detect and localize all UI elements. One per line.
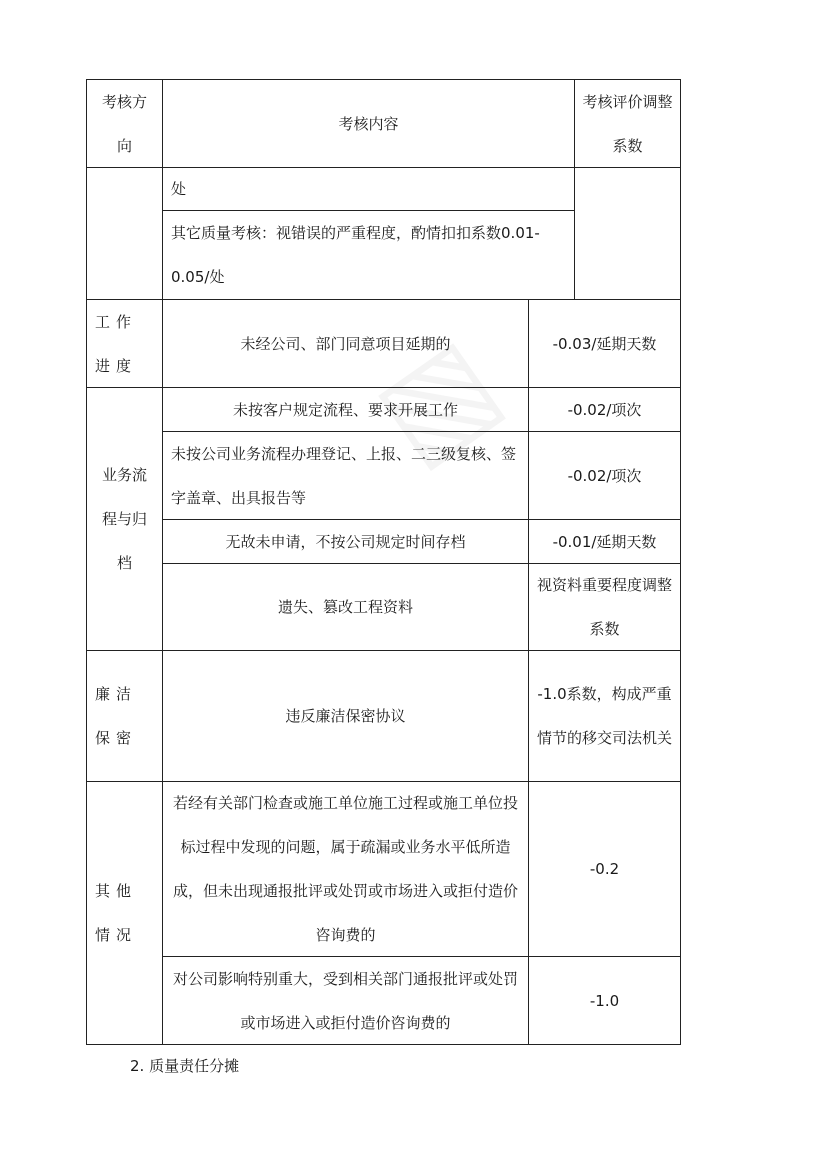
header-direction: 考核方向 bbox=[86, 79, 163, 168]
header-content: 考核内容 bbox=[162, 79, 575, 168]
quality-coefficient-cell bbox=[574, 167, 681, 300]
progress-content: 未经公司、部门同意项目延期的 bbox=[162, 299, 529, 388]
quality-content-line2: 其它质量考核：视错误的严重程度，酌情扣扣系数0.01-0.05/处 bbox=[162, 210, 575, 300]
process-row-4-content: 遗失、篡改工程资料 bbox=[162, 563, 529, 651]
integrity-content: 违反廉洁保密协议 bbox=[162, 650, 529, 782]
process-row-3-content: 无故未申请，不按公司规定时间存档 bbox=[162, 519, 529, 564]
header-coefficient: 考核评价调整系数 bbox=[574, 79, 681, 168]
process-row-2-coefficient: -0.02/项次 bbox=[528, 431, 681, 520]
integrity-direction: 廉洁保密 bbox=[86, 650, 163, 782]
process-row-3-coefficient: -0.01/延期天数 bbox=[528, 519, 681, 564]
other-row-1-content: 若经有关部门检查或施工单位施工过程或施工单位投标过程中发现的问题，属于疏漏或业务水平低所造成，但未出现通报批评或处罚或市场进入或拒付造价咨询费的 bbox=[162, 781, 529, 957]
progress-coefficient: -0.03/延期天数 bbox=[528, 299, 681, 388]
section-heading: 2. 质量责任分摊 bbox=[130, 1057, 240, 1075]
quality-content-line1: 处 bbox=[162, 167, 575, 211]
process-row-1-coefficient: -0.02/项次 bbox=[528, 387, 681, 432]
other-row-2-content: 对公司影响特别重大，受到相关部门通报批评或处罚或市场进入或拒付造价咨询费的 bbox=[162, 956, 529, 1045]
progress-direction: 工作进度 bbox=[86, 299, 163, 388]
process-direction: 业务流程与归档 bbox=[86, 387, 163, 651]
process-row-2-content: 未按公司业务流程办理登记、上报、二三级复核、签字盖章、出具报告等 bbox=[162, 431, 529, 520]
process-row-1-content: 未按客户规定流程、要求开展工作 bbox=[162, 387, 529, 432]
process-row-4-coefficient: 视资料重要程度调整系数 bbox=[528, 563, 681, 651]
quality-direction-cell bbox=[86, 167, 163, 300]
other-direction: 其他情况 bbox=[86, 781, 163, 1045]
integrity-coefficient: -1.0系数，构成严重情节的移交司法机关 bbox=[528, 650, 681, 782]
other-row-2-coefficient: -1.0 bbox=[528, 956, 681, 1045]
other-row-1-coefficient: -0.2 bbox=[528, 781, 681, 957]
